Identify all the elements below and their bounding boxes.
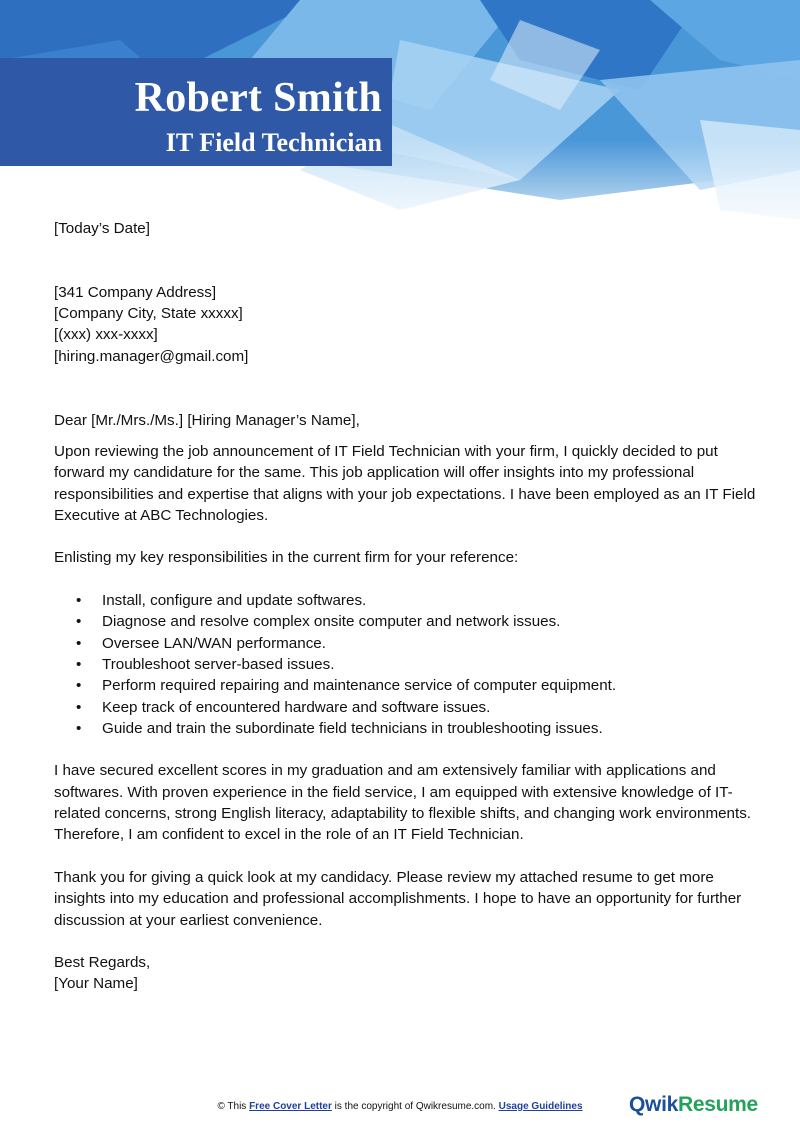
list-item	[54, 633, 759, 654]
intro-paragraph: Upon reviewing the job announcement of IT Field Technician with your firm, I quickly decided to put forward my candidature for the same. This job application will offer insights into my professional responsibilities and expertise that aligns with your job expectations. I have been employed as an IT Field Executive at ABC Technologies.	[54, 442, 756, 524]
sign-off: Best Regards,	[54, 954, 151, 972]
qwikresume-logo	[629, 1093, 758, 1117]
salutation: Dear [Mr./Mrs./Ms.] [Hiring Manager’s Name],	[54, 411, 360, 429]
bullet-icon: •	[76, 655, 82, 673]
bullet-icon: •	[76, 698, 82, 716]
address-line: [hiring.manager@gmail.com]	[54, 347, 249, 365]
name-title-block	[0, 58, 392, 166]
letter-body	[54, 218, 759, 995]
applicant-name: Robert Smith	[134, 75, 382, 121]
address-line: [Company City, State xxxxx]	[54, 305, 243, 323]
free-cover-letter-link[interactable]: Free Cover Letter	[249, 1101, 332, 1112]
list-intro: Enlisting my key responsibilities in the current firm for your reference:	[54, 549, 519, 567]
job-title: IT Field Technician	[165, 128, 382, 157]
list-item-text: Perform required repairing and maintenance service of computer equipment.	[102, 677, 617, 695]
bullet-icon: •	[76, 613, 82, 631]
list-item	[54, 697, 759, 718]
responsibilities-list	[54, 590, 759, 739]
body-paragraph: I have secured excellent scores in my graduation and am extensively familiar with applications and softwares. With proven experience in the field service, I am equipped with extensive knowledge of IT-related concerns, strong English literacy, adaptability to flexible shifts, and changing work environments. Therefore, I am confident to excel in the role of an IT Field Technician.	[54, 762, 752, 844]
bullet-icon: •	[76, 592, 82, 610]
bullet-icon: •	[76, 677, 82, 695]
list-item	[54, 675, 759, 696]
list-item	[54, 718, 759, 739]
footer-prefix: © This	[217, 1101, 247, 1112]
list-item-text: Diagnose and resolve complex onsite computer and network issues.	[102, 613, 561, 631]
signature: [Your Name]	[54, 975, 138, 993]
letter-date: [Today’s Date]	[54, 220, 150, 237]
footer-middle: is the copyright of Qwikresume.com.	[334, 1101, 496, 1112]
list-item-text: Keep track of encountered hardware and software issues.	[102, 698, 491, 716]
bullet-icon: •	[76, 634, 82, 652]
logo-part-resume: Resume	[677, 1093, 758, 1116]
list-item-text: Guide and train the subordinate field technicians in troubleshooting issues.	[102, 719, 603, 737]
list-item	[54, 611, 759, 632]
usage-guidelines-link[interactable]: Usage Guidelines	[498, 1101, 583, 1112]
address-line: [(xxx) xxx-xxxx]	[54, 326, 158, 344]
list-item	[54, 590, 759, 611]
list-item-text: Oversee LAN/WAN performance.	[102, 634, 326, 652]
address-line: [341 Company Address]	[54, 283, 217, 301]
list-item-text: Troubleshoot server-based issues.	[102, 655, 335, 673]
logo-part-qwik: Qwik	[629, 1093, 678, 1116]
bullet-icon: •	[76, 719, 82, 737]
closing-paragraph: Thank you for giving a quick look at my candidacy. Please review my attached resume to get more insights into my education and professional accomplishments. I hope to have an opportunity for further discussion at your earliest convenience.	[54, 868, 742, 929]
list-item	[54, 654, 759, 675]
list-item-text: Install, configure and update softwares.	[102, 592, 367, 610]
